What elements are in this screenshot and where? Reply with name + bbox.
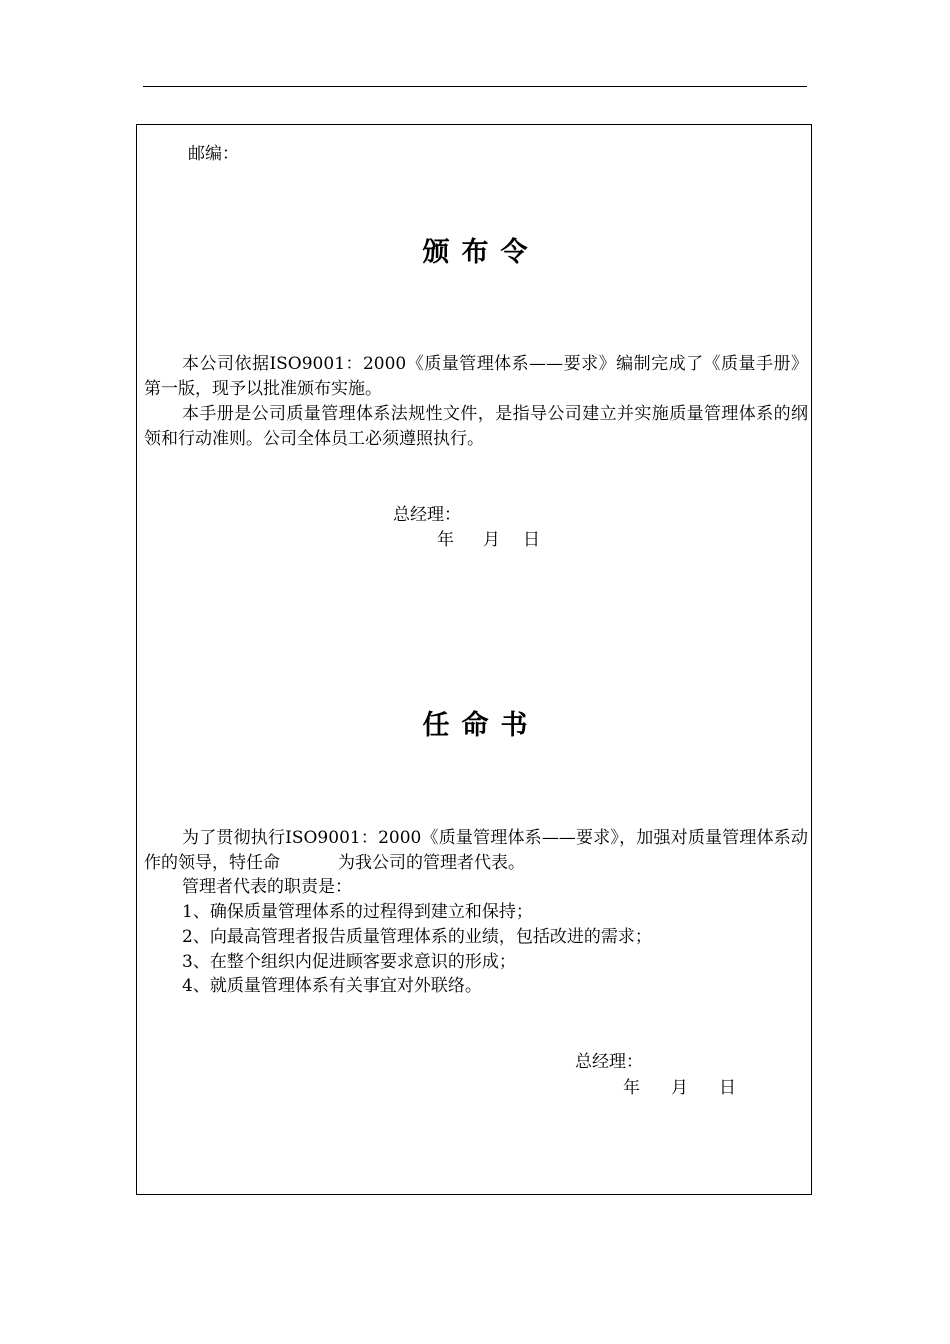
appointment-date-month: 月 bbox=[671, 1078, 688, 1098]
promulgation-paragraph-2: 本手册是公司质量管理体系法规性文件，是指导公司建立并实施质量管理体系的纲领和行动准则。公司全体员工必须遵照执行。 bbox=[144, 404, 808, 449]
duty-item-2: 2、向最高管理者报告质量管理体系的业绩，包括改进的需求； bbox=[182, 927, 652, 947]
appointment-signature-label: 总经理： bbox=[575, 1052, 643, 1072]
promulgation-date-year: 年 bbox=[437, 530, 454, 550]
promulgation-date-month: 月 bbox=[483, 530, 500, 550]
duty-item-3: 3、在整个组织内促进顾客要求意识的形成； bbox=[182, 952, 516, 972]
promulgation-date-day: 日 bbox=[523, 530, 540, 550]
duty-item-1: 1、确保质量管理体系的过程得到建立和保持； bbox=[182, 902, 533, 922]
duty-item-4: 4、就质量管理体系有关事宜对外联络。 bbox=[182, 976, 482, 996]
promulgation-paragraph-1: 本公司依据ISO9001：2000《质量管理体系——要求》编制完成了《质量手册》第一版，现予以批准颁布实施。 bbox=[144, 354, 808, 399]
promulgation-title: 颁布令 bbox=[422, 237, 540, 268]
header-rule bbox=[143, 86, 807, 87]
appointment-paragraph-1 bbox=[144, 826, 808, 875]
appointment-date-year: 年 bbox=[623, 1078, 640, 1098]
document-frame bbox=[136, 124, 812, 1195]
appointment-date-day: 日 bbox=[719, 1078, 736, 1098]
appointment-title: 任命书 bbox=[422, 710, 540, 741]
duties-heading: 管理者代表的职责是： bbox=[182, 877, 352, 897]
appointment-text-after-blank: 为我公司的管理者代表。 bbox=[338, 852, 525, 873]
promulgation-signature-label: 总经理： bbox=[393, 505, 461, 525]
postal-code-label: 邮编： bbox=[188, 144, 239, 164]
appointment-text-before-blank: 为了贯彻执行ISO9001：2000《质量管理体系——要求》，加强对质量管理体系动作的领导，特任命 bbox=[144, 828, 808, 873]
